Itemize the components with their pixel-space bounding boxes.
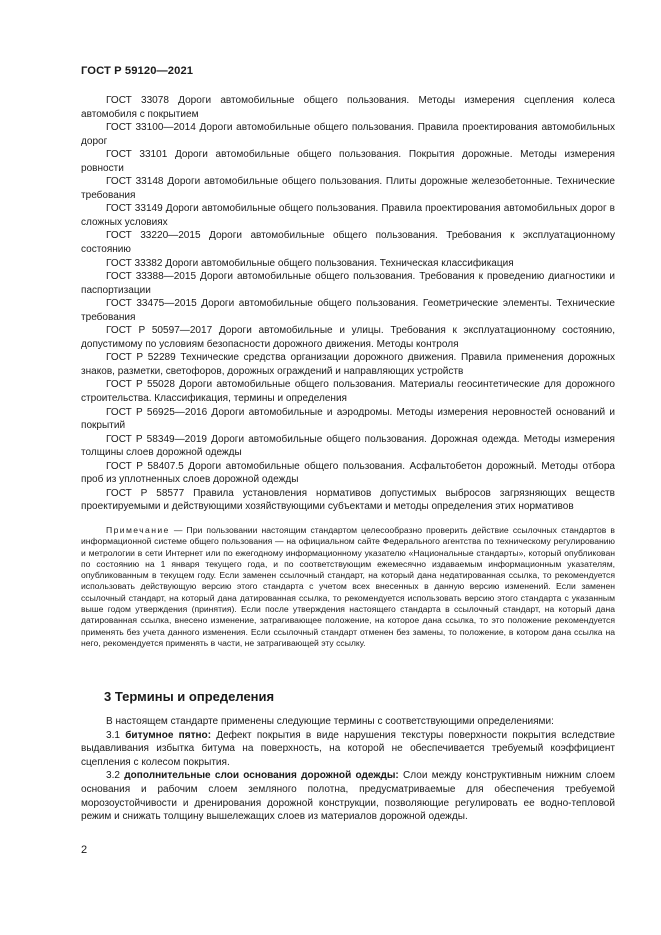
terms-section [81,715,615,824]
note-label: Примечание [106,525,170,535]
references-note [81,525,615,649]
term-number: 3.2 [106,770,125,782]
reference-item: ГОСТ Р 58407.5 Дороги автомобильные общего пользования. Асфальтобетон дорожный. Методы отбора проб из уплотненных слоев дорожной одежды [81,460,615,486]
note-text: — При пользовании настоящим стандартом целесообразно проверить действие ссылочных стандартов в информационной системе общего пользования — на официальном сайте Федерального агентства по техническому регулированию и метрологии в сети Интернет или по ежегодному информационному указателю «Национальные стандарты», который опубликован по состоянию на 1 января текущего года, и по соответствующим ежемесячно издаваемым информационным указателям, опубликованным в текущем году. Если заменен ссылочный стандарт, на который дана недатированная ссылка, то рекомендуется использовать действующую версию этого стандарта с учетом всех внесенных в данную версию изменений. Если заменен ссылочный стандарт, на который дана датированная ссылка, то рекомендуется использовать версию этого стандарта с указанным выше годом утверждения (принятия). Если после утверждения настоящего стандарта в ссылочный стандарт, на который дана датированная ссылка, внесено изменение, затрагивающее положение, на которое дана ссылка, то это положение рекомендуется применять без учета данного изменения. Если ссылочный стандарт отменен без замены, то положение, в котором дана ссылка на него, рекомендуется применять в части, не затрагивающей эту ссылку. [81,525,615,648]
normative-references-list [81,94,615,514]
section-heading: 3 Термины и определения [104,689,275,704]
document-header: ГОСТ Р 59120—2021 [81,65,194,77]
reference-item: ГОСТ Р 58349—2019 Дороги автомобильные общего пользования. Дорожная одежда. Методы измерения толщины слоев дорожной одежды [81,433,615,459]
section-intro: В настоящем стандарте применены следующие термины с соответствующими определениями: [106,716,554,727]
reference-item: ГОСТ Р 55028 Дороги автомобильные общего пользования. Материалы геосинтетические для дорожного строительства. Классификация, термины и определения [81,379,615,405]
note-paragraph [81,525,615,649]
term-name: битумное пятно: [125,729,212,741]
term-text: Дефект покрытия в виде нарушения текстуры поверхности покрытия вследствие выдавливания избытка битума на поверхность, на которой не обеспечивается требуемый коэффициент сцепления с колесом покрытия. [81,729,615,768]
page-number: 2 [81,844,88,856]
reference-item: ГОСТ Р 52289 Технические средства организации дорожного движения. Правила применения дорожных знаков, разметки, светофоров, дорожных ограждений и направляющих устройств [81,352,615,377]
reference-item: ГОСТ 33148 Дороги автомобильные общего пользования. Плиты дорожные железобетонные. Технические требования [81,176,615,201]
reference-item: ГОСТ 33078 Дороги автомобильные общего пользования. Методы измерения сцепления колеса автомобиля с покрытием [81,95,615,120]
reference-item: ГОСТ 33388—2015 Дороги автомобильные общего пользования. Требования к проведению диагностики и паспортизации [81,271,615,296]
term-definition [81,769,615,823]
reference-item: ГОСТ 33220—2015 Дороги автомобильные общего пользования. Требования к эксплуатационному состоянию [81,230,615,256]
reference-item: ГОСТ 33149 Дороги автомобильные общего пользования. Правила проектирования автомобильных дорог в сложных условиях [81,203,615,228]
reference-item: ГОСТ Р 58577 Правила установления нормативов допустимых выбросов загрязняющих веществ проектируемыми и действующими хозяйствующими субъектами и методы определения этих нормативов [81,487,615,513]
term-text: Слои между конструктивным нижним слоем основания и рабочим слоем земляного полотна, предусматриваемые для обеспечения требуемой морозоустойчивости и дренирования дорожной конструкции, позволяющие регулировать ее водно-тепловой режим и снижать толщину вышележащих слоев из материалов дорожной одежды. [81,770,615,823]
term-name: дополнительные слои основания дорожной одежды: [124,770,399,782]
reference-item: ГОСТ 33101 Дороги автомобильные общего пользования. Покрытия дорожные. Методы измерения ровности [81,149,615,174]
reference-item: ГОСТ 33100—2014 Дороги автомобильные общего пользования. Правила проектирования автомобильных дорог [81,122,615,147]
term-number: 3.1 [106,729,126,741]
reference-item: ГОСТ 33382 Дороги автомобильные общего пользования. Техническая классификация [106,257,514,269]
reference-item: ГОСТ 33475—2015 Дороги автомобильные общего пользования. Геометрические элементы. Технические требования [81,298,615,323]
reference-item: ГОСТ Р 56925—2016 Дороги автомобильные и аэродромы. Методы измерения неровностей оснований и покрытий [81,406,615,432]
reference-item: ГОСТ Р 50597—2017 Дороги автомобильные и улицы. Требования к эксплуатационному состоянию, допустимому по условиям безопасности дорожного движения. Методы контроля [81,325,615,350]
term-definition [81,729,615,770]
